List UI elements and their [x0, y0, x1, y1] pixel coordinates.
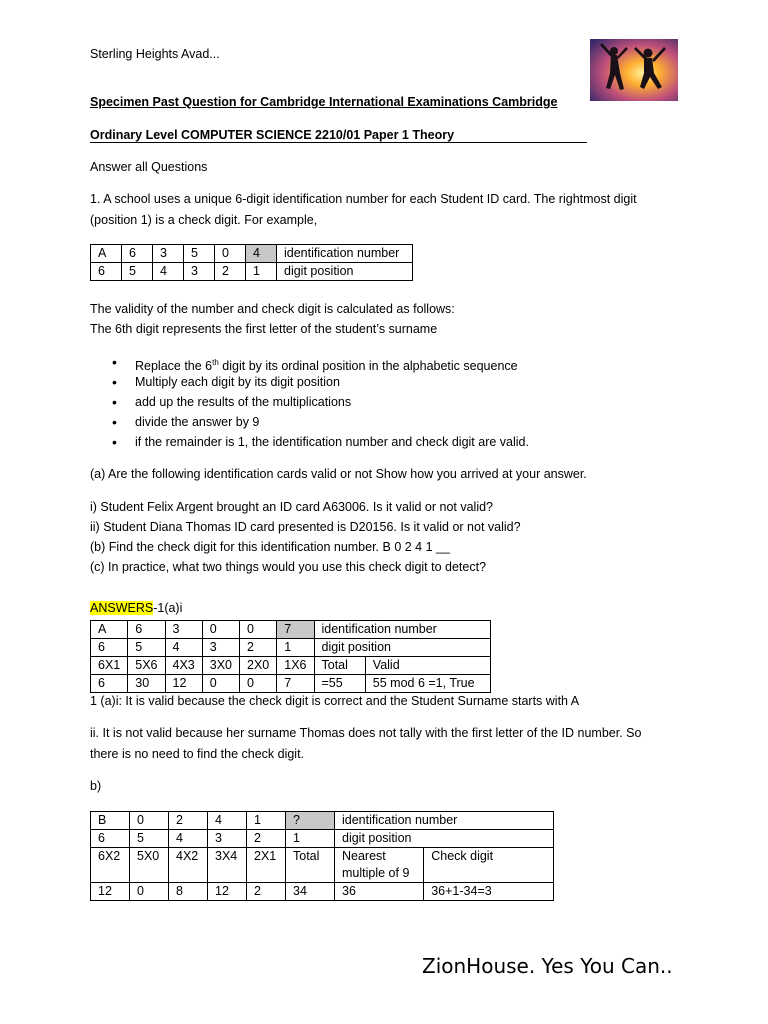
table-cell: identification number [277, 245, 413, 263]
part-a-ii-question: ii) Student Diana Thomas ID card presented is D20156. Is it valid or not valid? [90, 520, 521, 534]
cell-line: Nearest [342, 849, 386, 863]
table-cell: 0 [215, 245, 246, 263]
table-cell: 36 [335, 883, 424, 901]
table-cell: 6 [128, 621, 165, 639]
table-row [91, 675, 491, 693]
table-cell: 1 [286, 830, 335, 848]
table-cell: 3X0 [202, 657, 239, 675]
table-cell: 0 [240, 621, 277, 639]
q1-intro-line1: 1. A school uses a unique 6-digit identification number for each Student ID card. The rightmost digit [90, 192, 637, 206]
jumping-people-logo [590, 39, 678, 101]
school-header: Sterling Heights Avad... [90, 47, 220, 61]
table-row [91, 245, 413, 263]
table-cell: A [91, 245, 122, 263]
table-cell: 3 [208, 830, 247, 848]
part-b-question: (b) Find the check digit for this identification number. B 0 2 4 1 __ [90, 540, 450, 554]
table-cell: 2 [247, 830, 286, 848]
cell-line: multiple of 9 [342, 866, 410, 880]
table-cell: 6X1 [91, 657, 128, 675]
table-cell: 3 [202, 639, 239, 657]
table-cell: 5X0 [130, 848, 169, 883]
part-a-question: (a) Are the following identification cards valid or not Show how you arrived at your answer. [90, 467, 587, 481]
table-cell: 4X2 [169, 848, 208, 883]
table-cell: 30 [128, 675, 165, 693]
table-cell: digit position [335, 830, 554, 848]
list-item [90, 354, 529, 374]
table-cell: 4 [208, 812, 247, 830]
table-cell: 5X6 [128, 657, 165, 675]
list-item: • Multiply each digit by its digit position [90, 374, 529, 394]
answer-a-ii-line2: there is no need to find the check digit. [90, 747, 305, 761]
table-row [91, 621, 491, 639]
table-cell: 4 [169, 830, 208, 848]
table-cell: 12 [208, 883, 247, 901]
table-cell: =55 [314, 675, 365, 693]
table-row [91, 848, 554, 883]
answer-a-ii-line1: ii. It is not valid because her surname Thomas does not tally with the first letter of the ID number. So [90, 726, 642, 740]
table-cell: 5 [128, 639, 165, 657]
table-cell: 6 [91, 639, 128, 657]
table-cell: 1 [247, 812, 286, 830]
check-digit-cell: 7 [277, 621, 314, 639]
table-row [91, 830, 554, 848]
table-row [91, 812, 554, 830]
table-row [91, 639, 491, 657]
table-cell: 55 mod 6 =1, True [365, 675, 490, 693]
nearest-multiple-cell [335, 848, 424, 883]
table-cell: identification number [335, 812, 554, 830]
list-item: • if the remainder is 1, the identification number and check digit are valid. [90, 434, 529, 454]
superscript: th [212, 358, 219, 367]
instructions: Answer all Questions [90, 160, 208, 174]
table-cell: Total [286, 848, 335, 883]
table-cell: 1X6 [277, 657, 314, 675]
table-cell: 34 [286, 883, 335, 901]
validity-line1: The validity of the number and check digit is calculated as follows: [90, 302, 455, 316]
answer-b-label: b) [90, 779, 102, 793]
table-cell: 0 [202, 621, 239, 639]
table-cell: 4 [153, 263, 184, 281]
part-c-question: (c) In practice, what two things would you use this check digit to detect? [90, 560, 487, 574]
table-cell: digit position [277, 263, 413, 281]
table-cell: A [91, 621, 128, 639]
table-cell: identification number [314, 621, 490, 639]
table-cell: B [91, 812, 130, 830]
answers-label: ANSWERS [90, 601, 154, 615]
table-cell: 6X2 [91, 848, 130, 883]
table-cell: 12 [165, 675, 202, 693]
answers-label-suffix: -1(a)i [153, 601, 183, 615]
table-cell: 2 [215, 263, 246, 281]
table-cell: 5 [184, 245, 215, 263]
table-cell: 36+1-34=3 [424, 883, 554, 901]
table-cell: 6 [91, 263, 122, 281]
table-cell: 7 [277, 675, 314, 693]
rule-text: digit by its ordinal position in the alphabetic sequence [218, 359, 518, 374]
table-cell: 2X1 [247, 848, 286, 883]
table-cell: 4 [165, 639, 202, 657]
list-item: • divide the answer by 9 [90, 414, 529, 434]
document-title-line2 [90, 128, 587, 143]
table-cell: 0 [130, 883, 169, 901]
rules-list [90, 354, 529, 454]
table-cell: 0 [130, 812, 169, 830]
table-cell: 1 [246, 263, 277, 281]
table-cell: 6 [91, 675, 128, 693]
table-cell: 3X4 [208, 848, 247, 883]
document-title-line2-text: Ordinary Level COMPUTER SCIENCE 2210/01 Paper 1 Theory [90, 128, 455, 142]
q1-intro-line2: (position 1) is a check digit. For example, [90, 213, 318, 227]
check-digit-cell: 4 [246, 245, 277, 263]
rule-text: Replace the 6 [135, 359, 213, 374]
table-cell: 4X3 [165, 657, 202, 675]
answer-b-table [90, 811, 554, 901]
table-cell: Valid [365, 657, 490, 675]
table-row [91, 263, 413, 281]
check-digit-cell: ? [286, 812, 335, 830]
table-cell: Check digit [424, 848, 554, 883]
table-cell: 8 [169, 883, 208, 901]
table-cell: 3 [184, 263, 215, 281]
table-cell: 0 [202, 675, 239, 693]
table-cell: 3 [153, 245, 184, 263]
table-cell: 12 [91, 883, 130, 901]
table-cell: 2X0 [240, 657, 277, 675]
table-cell: Total [314, 657, 365, 675]
example-id-table [90, 244, 413, 281]
table-cell: 5 [130, 830, 169, 848]
table-cell: 3 [165, 621, 202, 639]
table-cell: 6 [122, 245, 153, 263]
footer-slogan: ZionHouse. Yes You Can.. [422, 954, 673, 978]
table-cell: 2 [240, 639, 277, 657]
list-item: • add up the results of the multiplications [90, 394, 529, 414]
answer-a-table [90, 620, 491, 693]
table-cell: 1 [277, 639, 314, 657]
table-cell: 0 [240, 675, 277, 693]
table-row [91, 657, 491, 675]
answers-heading [90, 601, 182, 615]
answer-a-i-text: 1 (a)i: It is valid because the check digit is correct and the Student Surname starts with A [90, 694, 580, 708]
table-cell: digit position [314, 639, 490, 657]
logo-image [590, 39, 678, 101]
table-row [91, 883, 554, 901]
validity-line2: The 6th digit represents the first letter of the student’s surname [90, 322, 438, 336]
part-a-i-question: i) Student Felix Argent brought an ID card A63006. Is it valid or not valid? [90, 500, 494, 514]
table-cell: 5 [122, 263, 153, 281]
document-title-line1: Specimen Past Question for Cambridge International Examinations Cambridge [90, 95, 558, 109]
table-cell: 6 [91, 830, 130, 848]
table-cell: 2 [247, 883, 286, 901]
table-cell: 2 [169, 812, 208, 830]
